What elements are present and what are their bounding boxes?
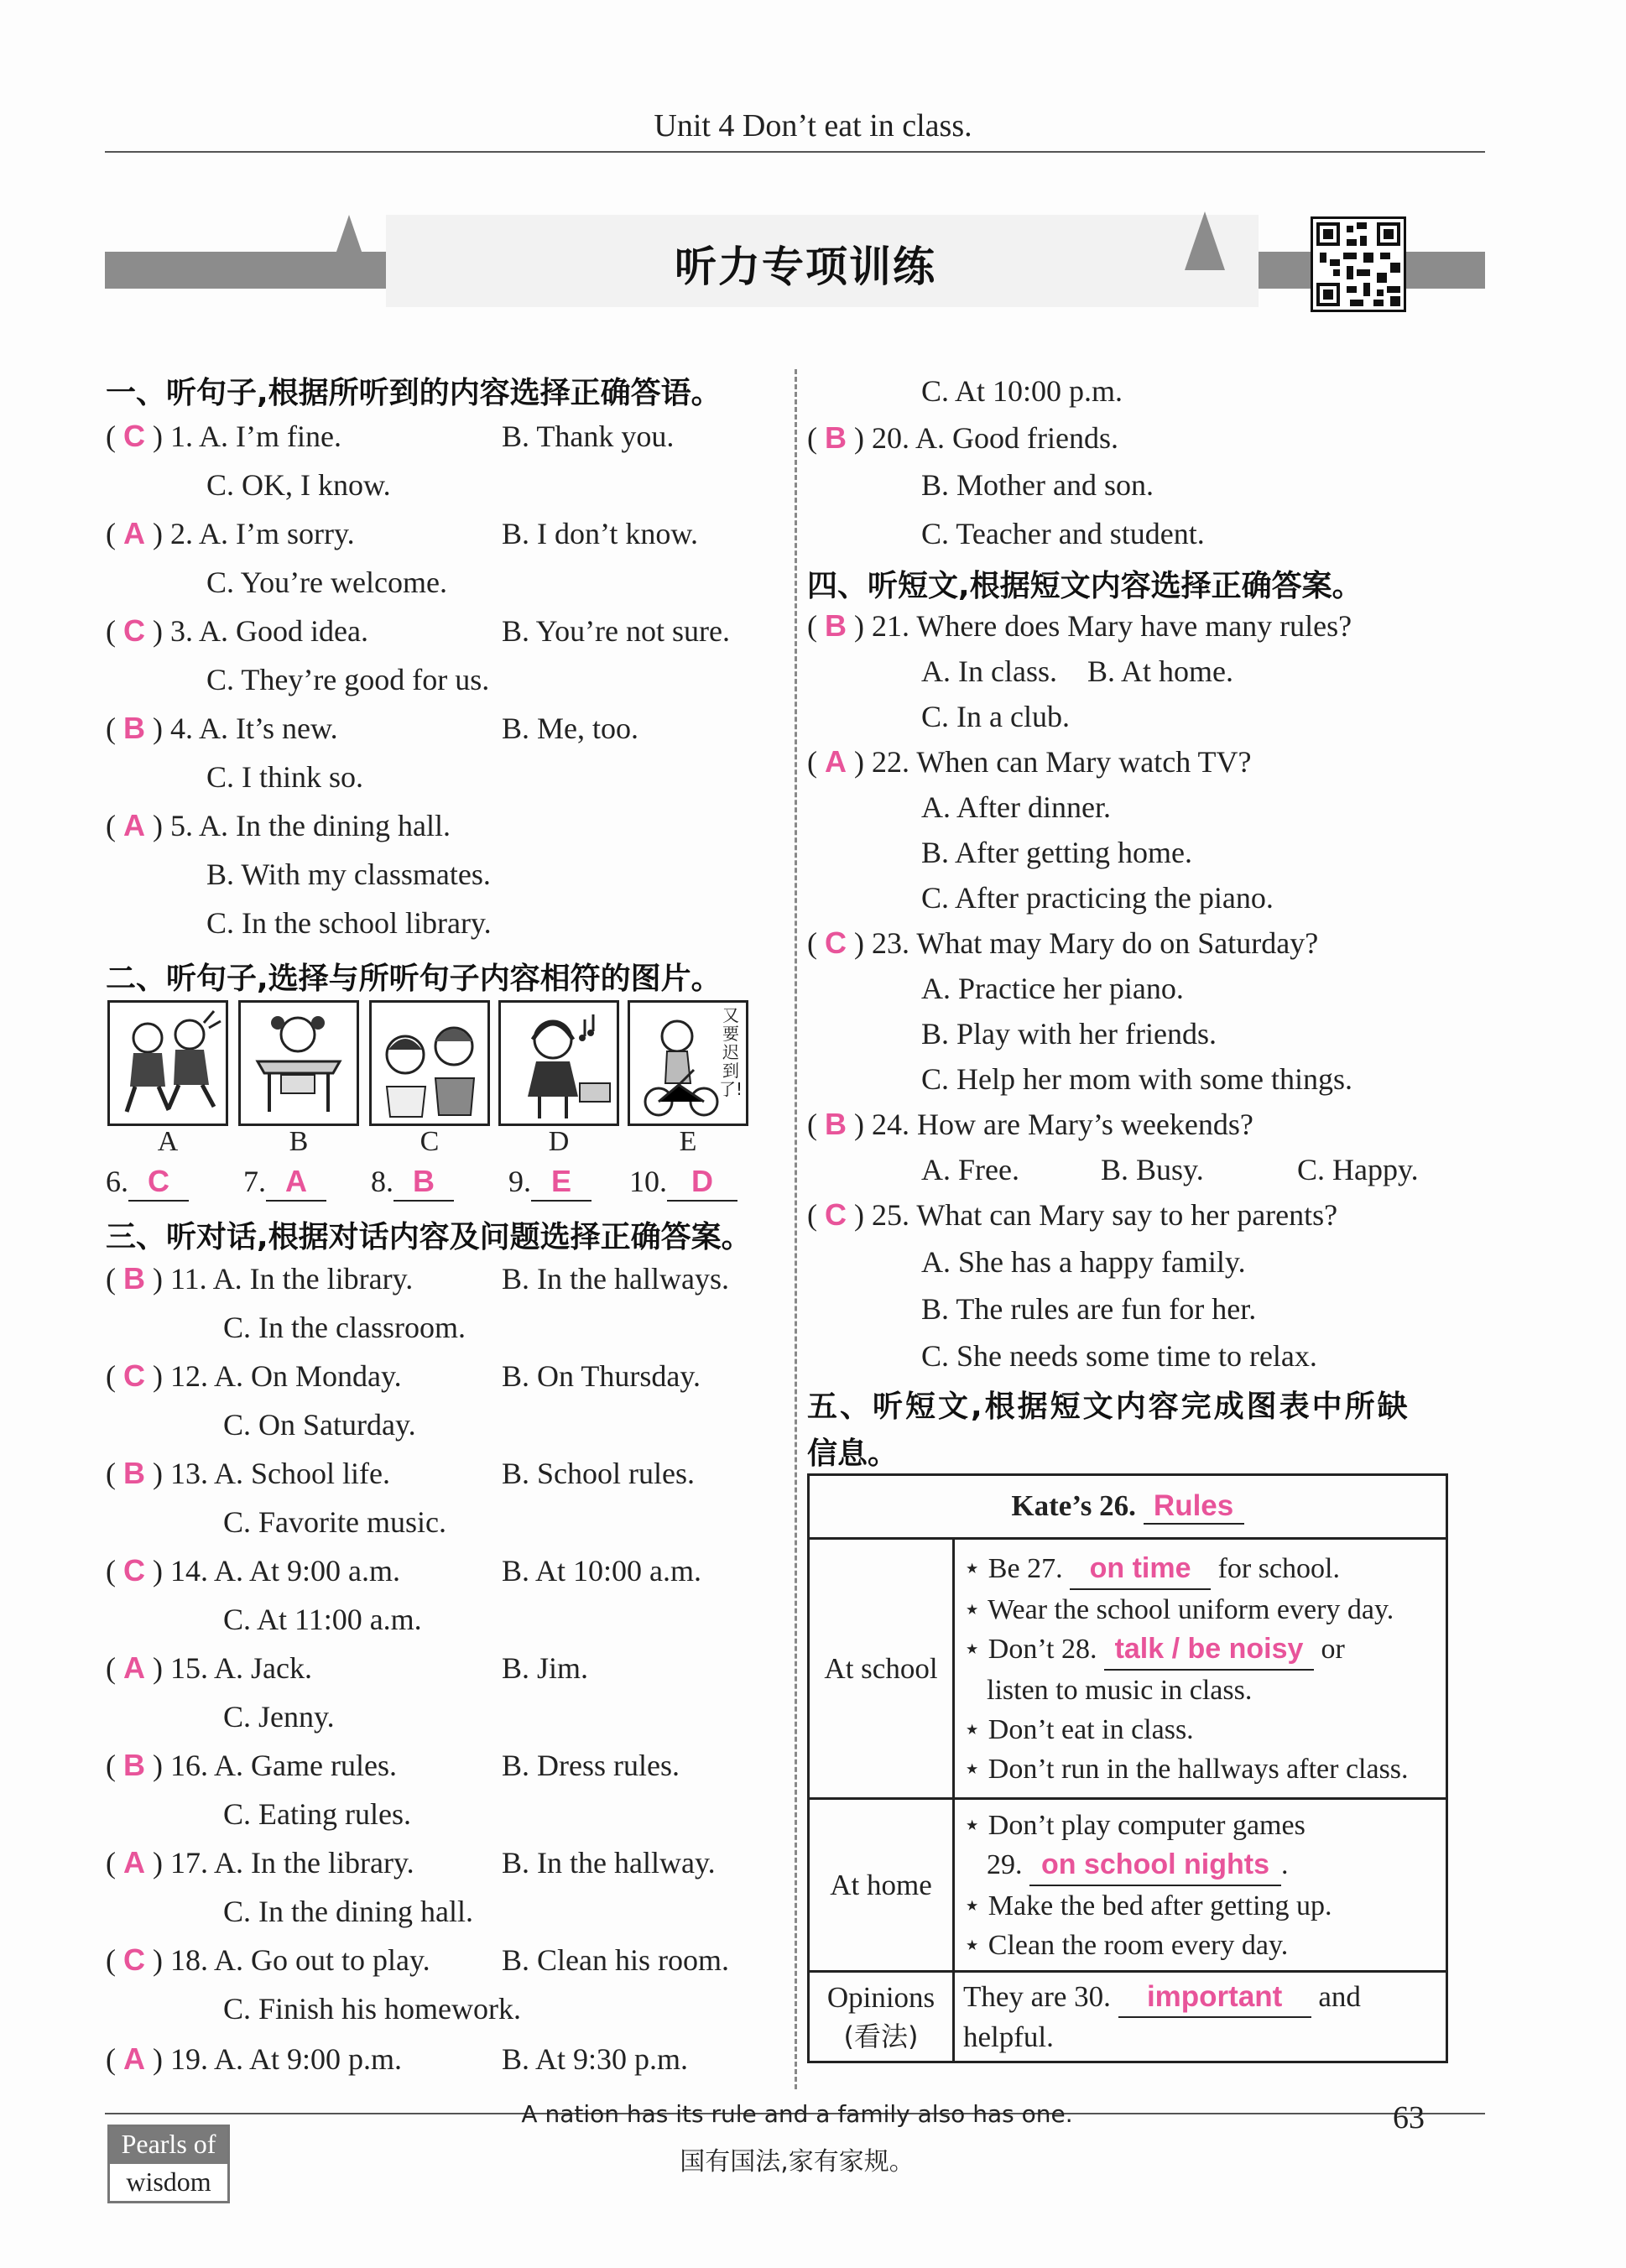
question-18: ( C ) 18. A. Go out to play. (106, 1942, 430, 1977)
question-25-option-b: B. The rules are fun for her. (921, 1292, 1257, 1326)
question-24: ( B ) 24. How are Mary’s weekends? (807, 1107, 1253, 1141)
section-5-title-line1: 五、听短文,根据短文内容完成图表中所缺 (807, 1389, 1410, 1424)
question-19: ( A ) 19. A. At 9:00 p.m. (106, 2041, 403, 2076)
banner-title: 听力专项训练 (675, 242, 936, 291)
question-17-option-c: C. In the dining hall. (223, 1895, 473, 1928)
question-13-option-c: C. Favorite music. (223, 1505, 446, 1539)
answer-27: on time (1070, 1549, 1211, 1590)
answer-15: A (123, 1650, 145, 1685)
at-school-label: At school (809, 1539, 954, 1799)
picture-label-b: B (289, 1126, 309, 1157)
answer-29: on school nights (1029, 1845, 1281, 1886)
page-number: 63 (1393, 2100, 1425, 2135)
question-16-option-b: B. Dress rules. (502, 1749, 680, 1782)
girl-at-desk-icon (241, 1003, 357, 1124)
kate-rules-table (807, 1473, 1448, 2063)
answer-4: B (123, 711, 145, 745)
answer-2: A (123, 516, 145, 550)
section-3-title: 三、听对话,根据对话内容及问题选择正确答案。 (106, 1220, 752, 1254)
question-5-option-b: B. With my classmates. (206, 858, 491, 891)
question-19-option-c: C. At 10:00 p.m. (921, 374, 1123, 408)
question-2-option-b: B. I don’t know. (502, 517, 698, 550)
picture-b (238, 1000, 359, 1126)
picture-label-a: A (157, 1126, 179, 1157)
banner-left-triangle (329, 215, 369, 274)
table-header: Kate’s 26. Rules (809, 1475, 1447, 1539)
question-3-option-b: B. You’re not sure. (502, 614, 731, 648)
answer-9: 9. E (508, 1163, 592, 1202)
unit-title: Unit 4 Don’t eat in class. (654, 108, 972, 143)
answer-17: A (123, 1845, 145, 1880)
section-2-title: 二、听句子,选择与所听句子内容相符的图片。 (106, 962, 722, 996)
question-3: ( C ) 3. A. Good idea. (106, 613, 368, 648)
question-2-option-c: C. You’re welcome. (206, 566, 447, 599)
question-5: ( A ) 5. A. In the dining hall. (106, 808, 451, 842)
question-22-option-a: A. After dinner. (921, 790, 1111, 824)
picture-label-d: D (548, 1126, 570, 1157)
question-25-option-c: C. She needs some time to relax. (921, 1339, 1317, 1373)
picture-c (369, 1000, 490, 1126)
question-16-option-c: C. Eating rules. (223, 1797, 411, 1831)
question-22-option-c: C. After practicing the piano. (921, 881, 1274, 915)
footer-quote-cn: 国有国法,家有家规。 (680, 2147, 915, 2177)
question-20-option-b: B. Mother and son. (921, 468, 1154, 502)
answer-1: C (123, 419, 145, 453)
at-school-rules: ⋆ Be 27. on time for school. ⋆ Wear the school uniform every day. ⋆ Don’t 28. talk / be noisy or listen to music in class. ⋆ Don’t eat in class. ⋆ Don’t run in the hallways after class. (954, 1539, 1447, 1799)
question-14-option-b: B. At 10:00 a.m. (502, 1554, 702, 1588)
answer-24: B (825, 1107, 847, 1141)
question-24-option-b: B. Busy. (1101, 1153, 1204, 1186)
answer-12: C (123, 1358, 145, 1393)
question-21-option-c: C. In a club. (921, 700, 1070, 733)
question-4-option-b: B. Me, too. (502, 712, 639, 745)
picture-e (628, 1000, 748, 1126)
question-19-option-b: B. At 9:30 p.m. (502, 2042, 689, 2076)
answer-3: C (123, 613, 145, 648)
picture-label-c: C (420, 1126, 440, 1157)
question-1-option-c: C. OK, I know. (206, 468, 391, 502)
question-23: ( C ) 23. What may Mary do on Saturday? (807, 925, 1319, 960)
question-22: ( A ) 22. When can Mary watch TV? (807, 744, 1252, 779)
question-21: ( B ) 21. Where does Mary have many rules? (807, 608, 1352, 643)
question-12-option-c: C. On Saturday. (223, 1408, 416, 1442)
running-kids-icon (110, 1003, 226, 1124)
question-1: ( C ) 1. A. I’m fine. (106, 419, 341, 453)
question-23-option-c: C. Help her mom with some things. (921, 1062, 1352, 1096)
question-25: ( C ) 25. What can Mary say to her parents? (807, 1197, 1338, 1232)
section-4-title: 四、听短文,根据短文内容选择正确答案。 (807, 569, 1363, 603)
pearls-line-1: Pearls of (121, 2129, 216, 2159)
question-5-option-c: C. In the school library. (206, 906, 492, 940)
girl-with-headphones-icon (501, 1003, 617, 1124)
answer-11: B (123, 1261, 145, 1296)
answer-6: 6. C (106, 1163, 189, 1202)
question-11-option-c: C. In the classroom. (223, 1311, 466, 1344)
question-15-option-b: B. Jim. (502, 1651, 589, 1685)
opinions-label: Opinions (看法) (809, 1972, 954, 2062)
question-17: ( A ) 17. A. In the library. (106, 1845, 414, 1880)
footer-quote-en: A nation has its rule and a family also has one. (521, 2100, 1073, 2128)
question-14-option-c: C. At 11:00 a.m. (223, 1603, 422, 1636)
question-11-option-b: B. In the hallways. (502, 1262, 729, 1296)
answer-21: B (825, 608, 847, 643)
question-21-options-ab: A. In class. B. At home. (921, 654, 1233, 688)
answer-22: A (825, 744, 847, 779)
at-home-rules: ⋆ Don’t play computer games 29. on school nights . ⋆ Make the bed after getting up. ⋆ Clean the room every day. (954, 1799, 1447, 1972)
header-rule (105, 151, 1485, 153)
question-4-option-c: C. I think so. (206, 760, 364, 794)
answer-30: important (1118, 1978, 1311, 2018)
section-1-title: 一、听句子,根据所听到的内容选择正确答语。 (106, 376, 722, 410)
question-17-option-b: B. In the hallway. (502, 1846, 716, 1880)
answer-26: Rules (1144, 1489, 1244, 1525)
answer-13: B (123, 1456, 145, 1490)
question-13-option-b: B. School rules. (502, 1457, 695, 1490)
picture-label-e: E (679, 1126, 697, 1157)
column-divider (795, 369, 797, 2089)
question-16: ( B ) 16. A. Game rules. (106, 1748, 397, 1782)
answer-25: C (825, 1197, 847, 1232)
question-14: ( C ) 14. A. At 9:00 a.m. (106, 1553, 401, 1588)
two-kids-icon (372, 1003, 487, 1124)
answer-5: A (123, 808, 145, 842)
question-15-option-c: C. Jenny. (223, 1700, 335, 1734)
pearls-line-2: wisdom (126, 2166, 211, 2197)
question-20: ( B ) 20. A. Good friends. (807, 420, 1118, 455)
question-25-option-a: A. She has a happy family. (921, 1245, 1246, 1279)
question-24-option-a: A. Free. (921, 1153, 1019, 1186)
question-12-option-b: B. On Thursday. (502, 1359, 701, 1393)
question-1-option-b: B. Thank you. (502, 420, 675, 453)
section-5-title-line2: 信息。 (807, 1436, 899, 1471)
question-15: ( A ) 15. A. Jack. (106, 1650, 312, 1685)
question-12: ( C ) 12. A. On Monday. (106, 1358, 402, 1393)
question-13: ( B ) 13. A. School life. (106, 1456, 390, 1490)
qr-code-icon[interactable] (1311, 216, 1406, 312)
answer-18: C (123, 1942, 145, 1977)
question-11: ( B ) 11. A. In the library. (106, 1261, 414, 1296)
question-2: ( A ) 2. A. I’m sorry. (106, 516, 355, 550)
question-18-option-c: C. Finish his homework. (223, 1992, 522, 2026)
question-20-option-c: C. Teacher and student. (921, 517, 1205, 550)
picture-a (107, 1000, 228, 1126)
picture-d (498, 1000, 619, 1126)
question-22-option-b: B. After getting home. (921, 836, 1192, 869)
answer-19: A (123, 2041, 145, 2076)
answer-23: C (825, 925, 847, 960)
question-23-option-a: A. Practice her piano. (921, 972, 1184, 1005)
answer-14: C (123, 1553, 145, 1588)
answer-10: 10. D (629, 1163, 737, 1202)
answer-16: B (123, 1748, 145, 1782)
question-24-option-c: C. Happy. (1297, 1153, 1419, 1186)
question-23-option-b: B. Play with her friends. (921, 1017, 1217, 1051)
question-18-option-b: B. Clean his room. (502, 1943, 729, 1977)
answer-28: talk / be noisy (1104, 1629, 1314, 1671)
at-home-label: At home (809, 1799, 954, 1972)
question-4: ( B ) 4. A. It’s new. (106, 711, 338, 745)
question-3-option-c: C. They’re good for us. (206, 663, 490, 696)
answer-20: B (825, 420, 847, 455)
answer-7: 7. A (243, 1163, 326, 1202)
picture-e-caption: 又要迟到了! (719, 1005, 743, 1099)
opinions-text: They are 30. important and helpful. (954, 1972, 1447, 2062)
answer-8: 8. B (371, 1163, 454, 1202)
